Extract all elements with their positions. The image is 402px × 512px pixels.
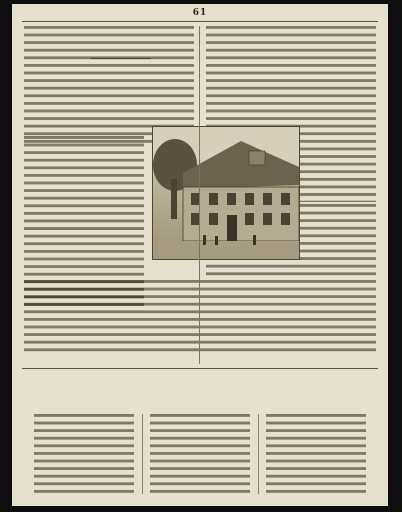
article-left-middle [24, 136, 144, 248]
poem-stanzas-middle [150, 414, 250, 494]
poem-stanzas-right [266, 414, 366, 494]
house-engraving [152, 126, 300, 260]
page-number: 61 [192, 8, 208, 18]
column-divider [199, 26, 200, 364]
poem-column-left [34, 414, 134, 494]
article-left-middle-text [24, 136, 144, 248]
newspaper-page [12, 4, 388, 506]
poem-column-divider [142, 414, 143, 494]
article-closing-paragraph [24, 280, 376, 352]
header-rule [22, 21, 378, 22]
handwritten-signature [91, 48, 153, 59]
house-drawing [153, 127, 299, 259]
poem-column-middle [150, 414, 250, 494]
poem-stanzas-left [34, 414, 134, 494]
poem-column-divider [258, 414, 259, 494]
section-rule [22, 368, 378, 369]
poem-column-right [266, 414, 366, 494]
article-continuation-text [24, 280, 376, 352]
